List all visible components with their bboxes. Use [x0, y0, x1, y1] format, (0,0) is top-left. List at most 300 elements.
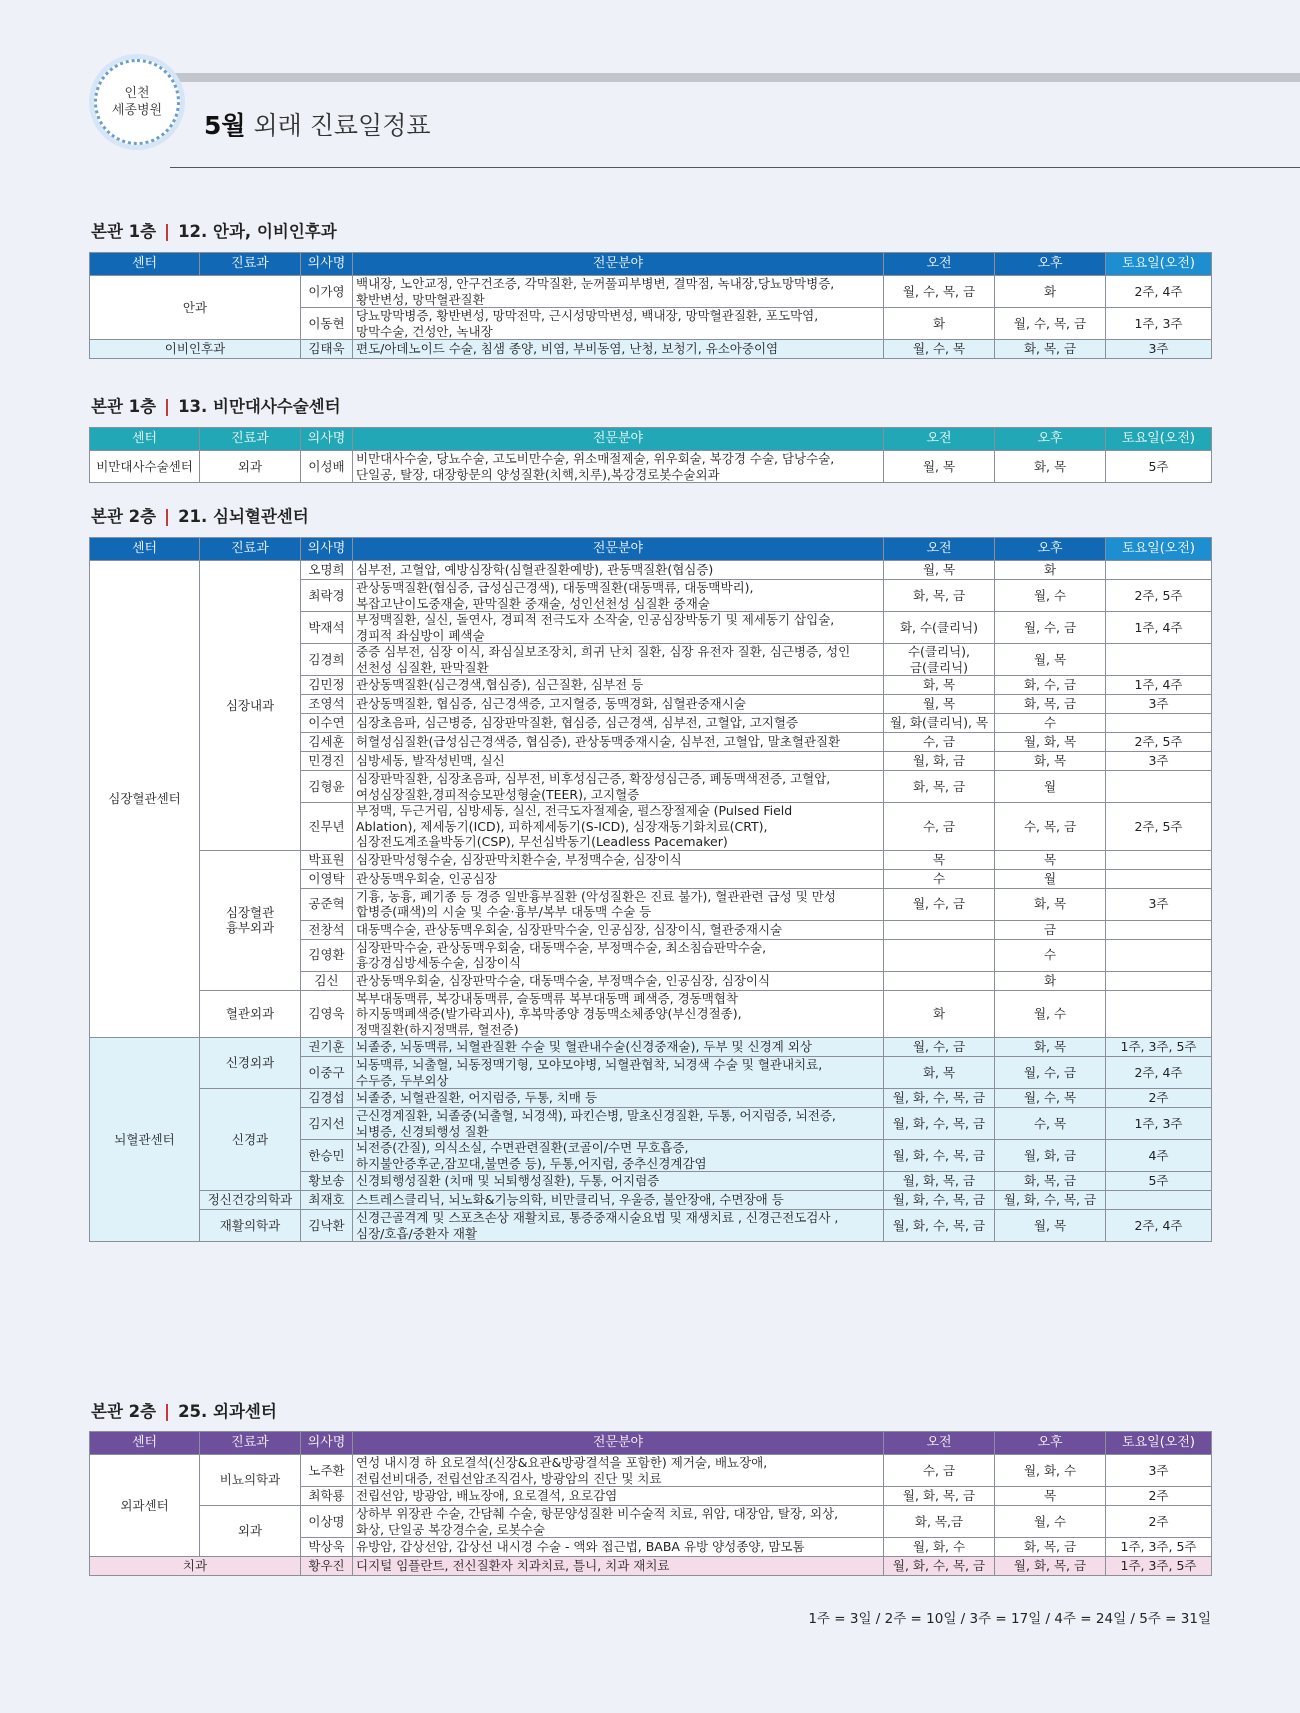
col-center: 센터	[90, 538, 200, 561]
specialty-line: 여성심장질환,경피적승모판성형술(TEER), 고지혈증	[356, 786, 640, 802]
doctor-cell: 이성배	[301, 451, 353, 483]
doctor-cell: 박표원	[301, 850, 353, 869]
col-dept: 진료과	[200, 428, 301, 451]
col-center: 센터	[90, 253, 200, 276]
specialty-line: 정맥질환(하지정맥류, 혈전증)	[356, 1021, 519, 1037]
col-pm: 오후	[995, 538, 1106, 561]
specialty-line: 관상동맥질환(심근경색,협심증), 심근질환, 심부전 등	[356, 677, 644, 693]
col-dept: 진료과	[200, 253, 301, 276]
specialty-cell	[353, 1140, 884, 1172]
pm-cell: 월, 수	[995, 580, 1106, 612]
am-cell: 수, 금	[884, 733, 995, 752]
am-cell: 월, 화, 수, 목, 금	[884, 1191, 995, 1210]
specialty-line: 망막수술, 건성안, 녹내장	[356, 323, 493, 339]
schedule-table-surgery	[89, 1431, 1212, 1576]
specialty-line: 하지불안증후군,잠꼬대,불면증 등), 두통,어지럼, 중추신경계감염	[356, 1155, 707, 1171]
doctor-cell: 권기훈	[301, 1038, 353, 1057]
doctor-cell: 노주환	[301, 1455, 353, 1487]
doctor-cell: 이상명	[301, 1506, 353, 1538]
doctor-cell: 김세훈	[301, 733, 353, 752]
saturday-cell	[1106, 644, 1212, 676]
am-cell: 화, 목	[884, 676, 995, 695]
col-saturday: 토요일(오전)	[1106, 538, 1212, 561]
saturday-cell	[1106, 771, 1212, 803]
specialty-cell	[353, 276, 884, 308]
specialty-cell	[353, 733, 884, 752]
saturday-cell: 1주, 4주	[1106, 676, 1212, 695]
am-cell: 수, 금	[884, 1455, 995, 1487]
doctor-cell: 김지선	[301, 1108, 353, 1140]
doctor-cell: 박상욱	[301, 1538, 353, 1557]
pm-cell: 화, 목, 금	[995, 695, 1106, 714]
specialty-line: 기흉, 농흉, 폐기종 등 경증 일반흉부질환 (악성질환은 진료 불가), 혈관관련 급성 및 만성	[356, 888, 836, 904]
col-am: 오전	[884, 428, 995, 451]
section-floor: 본관 2층	[91, 507, 157, 526]
doctor-cell: 조영석	[301, 695, 353, 714]
am-cell: 월, 화, 수, 목, 금	[884, 1108, 995, 1140]
specialty-cell	[353, 1172, 884, 1191]
section-floor: 본관 1층	[91, 397, 157, 416]
specialty-cell	[353, 676, 884, 695]
center-cell: 비만대사수술센터	[90, 451, 200, 483]
schedule-table-eye-ent	[89, 252, 1212, 359]
section-separator: |	[164, 507, 171, 526]
table-row	[90, 276, 1212, 308]
pm-cell: 월, 목	[995, 644, 1106, 676]
schedule-table-obesity	[89, 427, 1212, 483]
saturday-cell: 1주, 3주	[1106, 1108, 1212, 1140]
section-name: 21. 심뇌혈관센터	[178, 507, 309, 526]
pm-cell: 월, 수	[995, 990, 1106, 1038]
specialty-cell	[353, 990, 884, 1038]
pm-cell: 월, 수, 금	[995, 1057, 1106, 1089]
am-line: 금(클리닉)	[909, 659, 969, 675]
saturday-cell	[1106, 561, 1212, 580]
table-row	[90, 1038, 1212, 1057]
doctor-cell: 이중구	[301, 1057, 353, 1089]
saturday-cell: 2주	[1106, 1487, 1212, 1506]
col-dept: 진료과	[200, 1432, 301, 1455]
specialty-line: 부정맥, 두근거림, 심방세동, 실신, 전극도자절제술, 펄스장절제술 (Pulsed Field	[356, 803, 793, 818]
table-row	[90, 561, 1212, 580]
specialty-line: 관상동맥질환(협심증, 급성심근경색), 대동맥질환(대동맥류, 대동맥박리),	[356, 580, 754, 595]
saturday-cell: 4주	[1106, 1140, 1212, 1172]
specialty-line: 디지털 임플란트, 전신질환자 치과치료, 틀니, 치과 재치료	[356, 1558, 670, 1574]
specialty-line: 유방암, 갑상선암, 갑상선 내시경 수술 - 액와 접근법, BABA 유방 양성종양, 맘모톰	[356, 1539, 805, 1555]
am-cell: 월, 화, 수, 목, 금	[884, 1557, 995, 1576]
col-saturday: 토요일(오전)	[1106, 428, 1212, 451]
specialty-cell	[353, 1191, 884, 1210]
saturday-cell: 1주, 3주, 5주	[1106, 1557, 1212, 1576]
title-month: 5월	[204, 111, 246, 140]
am-cell: 수, 금	[884, 803, 995, 851]
section-separator: |	[164, 1402, 171, 1421]
pm-cell: 화	[995, 971, 1106, 990]
am-cell: 화, 목, 금	[884, 580, 995, 612]
dept-cell: 이비인후과	[90, 340, 301, 359]
pm-cell: 화, 목	[995, 1038, 1106, 1057]
table-row	[90, 850, 1212, 869]
section-floor: 본관 1층	[91, 222, 157, 241]
saturday-cell	[1106, 869, 1212, 888]
table-row	[90, 1557, 1212, 1576]
saturday-cell	[1106, 971, 1212, 990]
pm-cell: 월, 화, 목	[995, 733, 1106, 752]
col-center: 센터	[90, 428, 200, 451]
center-cell: 심장혈관센터	[90, 561, 200, 1038]
am-cell: 월, 화, 목, 금	[884, 1172, 995, 1191]
specialty-line: 중증 심부전, 심장 이식, 좌심실보조장치, 희귀 난치 질환, 심장 유전자 질환, 심근병증, 성인	[356, 644, 851, 659]
dept-cell: 외과	[200, 451, 301, 483]
saturday-cell: 5주	[1106, 1172, 1212, 1191]
saturday-cell	[1106, 920, 1212, 939]
col-am: 오전	[884, 253, 995, 276]
pm-cell: 월, 목	[995, 1210, 1106, 1242]
pm-cell: 수, 목, 금	[995, 803, 1106, 851]
specialty-line: 뇌동맥류, 뇌출혈, 뇌동정맥기형, 모야모야병, 뇌혈관협착, 뇌경색 수술 및 혈관내치료,	[356, 1057, 823, 1072]
col-am: 오전	[884, 1432, 995, 1455]
col-specialty: 전문분야	[353, 1432, 884, 1455]
pm-cell: 월, 화, 목, 금	[995, 1557, 1106, 1576]
specialty-line: 편도/아데노이드 수술, 침샘 종양, 비염, 부비동염, 난청, 보청기, 유소아중이염	[356, 341, 779, 357]
doctor-cell: 김신	[301, 971, 353, 990]
col-pm: 오후	[995, 1432, 1106, 1455]
doctor-cell: 김영욱	[301, 990, 353, 1038]
pm-cell: 화, 목, 금	[995, 1172, 1106, 1191]
doctor-cell: 전창석	[301, 920, 353, 939]
col-am: 오전	[884, 538, 995, 561]
specialty-line: 단일공, 탈장, 대장항문의 양성질환(치핵,치루),복강경로봇수술외과	[356, 466, 720, 482]
saturday-cell: 5주	[1106, 451, 1212, 483]
specialty-line: 흉강경심방세동수술, 심장이식	[356, 955, 521, 970]
doctor-cell: 박재석	[301, 612, 353, 644]
saturday-cell: 3주	[1106, 340, 1212, 359]
specialty-line: 심장판막질환, 심장초음파, 심부전, 비후성심근증, 확장성심근증, 폐동맥색전증, 고혈압,	[356, 771, 831, 786]
am-cell: 화	[884, 990, 995, 1038]
saturday-cell: 3주	[1106, 695, 1212, 714]
specialty-line: 뇌병증, 신경퇴행성 질환	[356, 1123, 489, 1139]
specialty-line: 경피적 좌심방이 폐색술	[356, 627, 485, 643]
specialty-cell	[353, 451, 884, 483]
specialty-line: 화상, 단일공 복강경수술, 로봇수술	[356, 1521, 545, 1537]
header-divider	[170, 167, 1300, 168]
specialty-line: 신경퇴행성질환 (치매 및 뇌퇴행성질환), 두통, 어지럼증	[356, 1173, 660, 1189]
am-cell	[884, 939, 995, 971]
doctor-cell: 김낙환	[301, 1210, 353, 1242]
section-name: 25. 외과센터	[178, 1402, 277, 1421]
dept-cell: 재활의학과	[200, 1210, 301, 1242]
pm-cell: 월	[995, 771, 1106, 803]
am-cell: 월, 화, 수, 목, 금	[884, 1089, 995, 1108]
saturday-cell: 3주	[1106, 1455, 1212, 1487]
saturday-cell	[1106, 850, 1212, 869]
specialty-cell	[353, 1089, 884, 1108]
am-cell: 월, 화, 목, 금	[884, 1487, 995, 1506]
saturday-cell	[1106, 714, 1212, 733]
specialty-line: 비만대사수술, 당뇨수술, 고도비만수술, 위소매절제술, 위우회술, 복강경 수술, 담낭수술,	[356, 451, 835, 466]
col-saturday: 토요일(오전)	[1106, 1432, 1212, 1455]
doctor-cell: 진무년	[301, 803, 353, 851]
doctor-cell: 최락경	[301, 580, 353, 612]
pm-cell: 월, 화, 수	[995, 1455, 1106, 1487]
pm-cell: 화	[995, 276, 1106, 308]
specialty-line: 전립선비대증, 전립선암조직검사, 방광암의 진단 및 치료	[356, 1470, 662, 1486]
section-separator: |	[164, 397, 171, 416]
table-row	[90, 340, 1212, 359]
table-row	[90, 1210, 1212, 1242]
pm-cell: 화, 목, 금	[995, 340, 1106, 359]
col-doctor: 의사명	[301, 1432, 353, 1455]
specialty-line: 뇌졸중, 뇌동맥류, 뇌혈관질환 수술 및 혈관내수술(신경중재술), 두부 및 신경계 외상	[356, 1039, 812, 1055]
am-cell: 수	[884, 869, 995, 888]
col-saturday: 토요일(오전)	[1106, 253, 1212, 276]
pm-cell: 목	[995, 1487, 1106, 1506]
pm-cell: 월, 수, 목, 금	[995, 308, 1106, 340]
saturday-cell: 3주	[1106, 752, 1212, 771]
dept-cell	[200, 850, 301, 990]
specialty-cell	[353, 869, 884, 888]
dept-cell: 치과	[90, 1557, 301, 1576]
pm-cell: 월, 수, 금	[995, 612, 1106, 644]
specialty-cell	[353, 340, 884, 359]
am-cell: 화, 수(클리닉)	[884, 612, 995, 644]
specialty-line: 허혈성심질환(급성심근경색증, 협심증), 관상동맥중재시술, 심부전, 고혈압, 말초혈관질환	[356, 734, 841, 750]
specialty-line: 관상동맥우회술, 인공심장	[356, 870, 497, 886]
specialty-cell	[353, 580, 884, 612]
dept-cell: 혈관외과	[200, 990, 301, 1038]
pm-cell: 월, 수	[995, 1506, 1106, 1538]
specialty-cell	[353, 920, 884, 939]
am-cell	[884, 920, 995, 939]
am-cell: 화, 목	[884, 1057, 995, 1089]
dept-cell: 심장내과	[200, 561, 301, 851]
pm-cell: 화, 목	[995, 752, 1106, 771]
doctor-cell: 최학룡	[301, 1487, 353, 1506]
dept-cell: 안과	[90, 276, 301, 340]
doctor-cell: 이영탁	[301, 869, 353, 888]
col-doctor: 의사명	[301, 538, 353, 561]
specialty-line: 대동맥수술, 관상동맥우회술, 심장판막수술, 인공심장, 심장이식, 혈관중재시술	[356, 921, 783, 937]
specialty-cell	[353, 561, 884, 580]
doctor-cell: 김태욱	[301, 340, 353, 359]
specialty-line: 관상동맥우회술, 심장판막수술, 대동맥수술, 부정맥수술, 인공심장, 심장이식	[356, 972, 771, 988]
doctor-cell: 황보송	[301, 1172, 353, 1191]
saturday-cell: 1주, 4주	[1106, 612, 1212, 644]
am-cell	[884, 971, 995, 990]
am-cell: 월, 수, 목, 금	[884, 276, 995, 308]
specialty-cell	[353, 803, 884, 851]
center-cell: 외과센터	[90, 1455, 200, 1557]
badge-line-2: 세종병원	[111, 103, 163, 118]
saturday-cell: 2주, 5주	[1106, 580, 1212, 612]
saturday-cell: 2주	[1106, 1506, 1212, 1538]
doctor-cell: 공준혁	[301, 888, 353, 920]
page-title	[204, 106, 431, 142]
am-cell: 월, 화, 수	[884, 1538, 995, 1557]
am-cell: 월, 수, 금	[884, 1038, 995, 1057]
dept-cell: 정신건강의학과	[200, 1191, 301, 1210]
week-footnote: 1주 = 3일 / 2주 = 10일 / 3주 = 17일 / 4주 = 24일 / 5주 = 31일	[808, 1611, 1211, 1627]
table-row	[90, 1455, 1212, 1487]
saturday-cell	[1106, 990, 1212, 1038]
doctor-cell: 김민정	[301, 676, 353, 695]
title-text: 외래 진료일정표	[245, 111, 431, 140]
specialty-cell	[353, 1557, 884, 1576]
specialty-line: 부정맥질환, 실신, 돌연사, 경피적 전극도자 소작술, 인공심장박동기 및 제세동기 삽입술,	[356, 612, 835, 627]
col-dept: 진료과	[200, 538, 301, 561]
specialty-line: 황반변성, 망막혈관질환	[356, 291, 485, 307]
table-row	[90, 1506, 1212, 1538]
saturday-cell: 1주, 3주, 5주	[1106, 1538, 1212, 1557]
specialty-line: 상하부 위장관 수술, 간담췌 수술, 항문양성질환 비수술적 치료, 위암, 대장암, 탈장, 외상,	[356, 1506, 839, 1521]
section-heading	[91, 1398, 277, 1422]
dept-line: 심장혈관	[225, 904, 275, 920]
saturday-cell: 3주	[1106, 888, 1212, 920]
section-heading	[91, 393, 341, 417]
saturday-cell	[1106, 1191, 1212, 1210]
saturday-cell: 1주, 3주, 5주	[1106, 1038, 1212, 1057]
specialty-line: 선천성 심질환, 판막질환	[356, 659, 489, 675]
col-pm: 오후	[995, 428, 1106, 451]
specialty-line: 전립선암, 방광암, 배뇨장애, 요로결석, 요로감염	[356, 1488, 618, 1504]
table-row	[90, 1191, 1212, 1210]
saturday-cell: 2주, 5주	[1106, 803, 1212, 851]
pm-cell: 월, 화, 금	[995, 1140, 1106, 1172]
pm-cell: 화, 목, 금	[995, 1538, 1106, 1557]
specialty-cell	[353, 752, 884, 771]
top-decoration-bar	[140, 73, 1300, 82]
section-floor: 본관 2층	[91, 1402, 157, 1421]
specialty-line: 하지동맥폐색증(발가락괴사), 후복막종양 경동맥소체종양(부신경절종),	[356, 1006, 742, 1021]
doctor-cell: 김형윤	[301, 771, 353, 803]
saturday-cell: 2주, 4주	[1106, 276, 1212, 308]
am-cell: 화, 목,금	[884, 1506, 995, 1538]
schedule-table-cardio-neuro	[89, 537, 1212, 1242]
pm-cell: 화, 목	[995, 451, 1106, 483]
pm-cell: 금	[995, 920, 1106, 939]
specialty-line: 뇌졸중, 뇌혈관질환, 어지럼증, 두통, 치매 등	[356, 1090, 598, 1106]
specialty-cell	[353, 850, 884, 869]
table-header-row	[90, 428, 1212, 451]
specialty-cell	[353, 308, 884, 340]
specialty-cell	[353, 1538, 884, 1557]
am-cell: 화	[884, 308, 995, 340]
specialty-line: 심장초음파, 심근병증, 심장판막질환, 협심증, 심근경색, 심부전, 고혈압, 고지혈증	[356, 715, 799, 731]
saturday-cell: 2주, 5주	[1106, 733, 1212, 752]
table-row	[90, 1089, 1212, 1108]
doctor-cell: 이가영	[301, 276, 353, 308]
dept-cell: 신경외과	[200, 1038, 301, 1089]
specialty-cell	[353, 1108, 884, 1140]
specialty-line: 복잡고난이도중재술, 판막질환 중재술, 성인선천성 심질환 중재술	[356, 595, 710, 611]
pm-cell: 월	[995, 869, 1106, 888]
saturday-cell: 2주	[1106, 1089, 1212, 1108]
col-specialty: 전문분야	[353, 253, 884, 276]
am-cell	[884, 644, 995, 676]
table-header-row	[90, 253, 1212, 276]
pm-cell: 화	[995, 561, 1106, 580]
specialty-cell	[353, 714, 884, 733]
doctor-cell: 김영환	[301, 939, 353, 971]
dept-line: 흉부외과	[225, 920, 275, 935]
badge-line-1: 인천	[124, 86, 150, 101]
am-cell: 월, 수, 목	[884, 340, 995, 359]
specialty-line: 심방세동, 발작성빈맥, 실신	[356, 753, 505, 769]
am-cell: 월, 목	[884, 695, 995, 714]
doctor-cell: 오명희	[301, 561, 353, 580]
am-cell: 목	[884, 850, 995, 869]
specialty-cell	[353, 1038, 884, 1057]
specialty-cell	[353, 1487, 884, 1506]
pm-cell: 월, 수, 목	[995, 1089, 1106, 1108]
table-header-row	[90, 538, 1212, 561]
col-specialty: 전문분야	[353, 538, 884, 561]
center-cell: 뇌혈관센터	[90, 1038, 200, 1242]
doctor-cell: 최재호	[301, 1191, 353, 1210]
am-cell: 화, 목, 금	[884, 771, 995, 803]
specialty-line: 백내장, 노안교정, 안구건조증, 각막질환, 눈꺼풀피부병변, 결막점, 녹내장,당뇨망막병증,	[356, 276, 835, 291]
pm-cell: 목	[995, 850, 1106, 869]
doctor-cell: 황우진	[301, 1557, 353, 1576]
pm-cell: 화, 목	[995, 888, 1106, 920]
specialty-cell	[353, 1057, 884, 1089]
specialty-line: 심장판막성형수술, 심장판막치환수술, 부정맥수술, 심장이식	[356, 851, 682, 867]
specialty-line: Ablation), 제세동기(ICD), 피하제세동기(S-ICD), 심장재동기화치료(CRT),	[356, 818, 768, 834]
pm-cell: 수	[995, 939, 1106, 971]
am-cell: 월, 목	[884, 561, 995, 580]
doctor-cell: 김경희	[301, 644, 353, 676]
doctor-cell: 한승민	[301, 1140, 353, 1172]
pm-cell: 화, 수, 금	[995, 676, 1106, 695]
section-name: 12. 안과, 이비인후과	[178, 222, 337, 241]
specialty-line: 복부대동맥류, 복강내동맥류, 슬동맥류 복부대동맥 폐색증, 경동맥협착	[356, 990, 738, 1006]
specialty-cell	[353, 971, 884, 990]
saturday-cell: 1주, 3주	[1106, 308, 1212, 340]
specialty-line: 수두증, 두부외상	[356, 1072, 449, 1088]
am-cell: 월, 목	[884, 451, 995, 483]
specialty-line: 합병증(패색)의 시술 및 수술·흉부/복부 대동맥 수술 등	[356, 904, 652, 919]
hospital-badge	[94, 59, 180, 145]
col-pm: 오후	[995, 253, 1106, 276]
am-cell: 월, 화, 수, 목, 금	[884, 1210, 995, 1242]
specialty-line: 심부전, 고혈압, 예방심장학(심혈관질환예방), 관동맥질환(협심증)	[356, 562, 714, 578]
section-heading	[91, 218, 337, 242]
pm-cell: 수, 목	[995, 1108, 1106, 1140]
col-specialty: 전문분야	[353, 428, 884, 451]
col-doctor: 의사명	[301, 428, 353, 451]
doctor-cell: 김경섭	[301, 1089, 353, 1108]
specialty-line: 심장/호흡/중환자 재활	[356, 1225, 478, 1241]
section-name: 13. 비만대사수술센터	[178, 397, 341, 416]
specialty-cell	[353, 939, 884, 971]
specialty-cell	[353, 1210, 884, 1242]
specialty-line: 근신경계질환, 뇌졸중(뇌출혈, 뇌경색), 파킨슨병, 말초신경질환, 두통, 어지럼증, 뇌전증,	[356, 1108, 836, 1123]
specialty-line: 관상동맥질환, 협심증, 심근경색증, 고지혈증, 동맥경화, 심혈관중재시술	[356, 696, 746, 712]
specialty-cell	[353, 1506, 884, 1538]
specialty-cell	[353, 644, 884, 676]
section-heading	[91, 503, 309, 527]
specialty-cell	[353, 1455, 884, 1487]
doctor-cell: 이수연	[301, 714, 353, 733]
specialty-cell	[353, 888, 884, 920]
col-doctor: 의사명	[301, 253, 353, 276]
saturday-cell: 2주, 4주	[1106, 1210, 1212, 1242]
doctor-cell: 민경진	[301, 752, 353, 771]
am-cell: 월, 화, 금	[884, 752, 995, 771]
saturday-cell: 2주, 4주	[1106, 1057, 1212, 1089]
table-row	[90, 451, 1212, 483]
specialty-line: 당뇨망막병증, 황반변성, 망막전막, 근시성망막변성, 백내장, 망막혈관질환, 포도막염,	[356, 308, 819, 323]
